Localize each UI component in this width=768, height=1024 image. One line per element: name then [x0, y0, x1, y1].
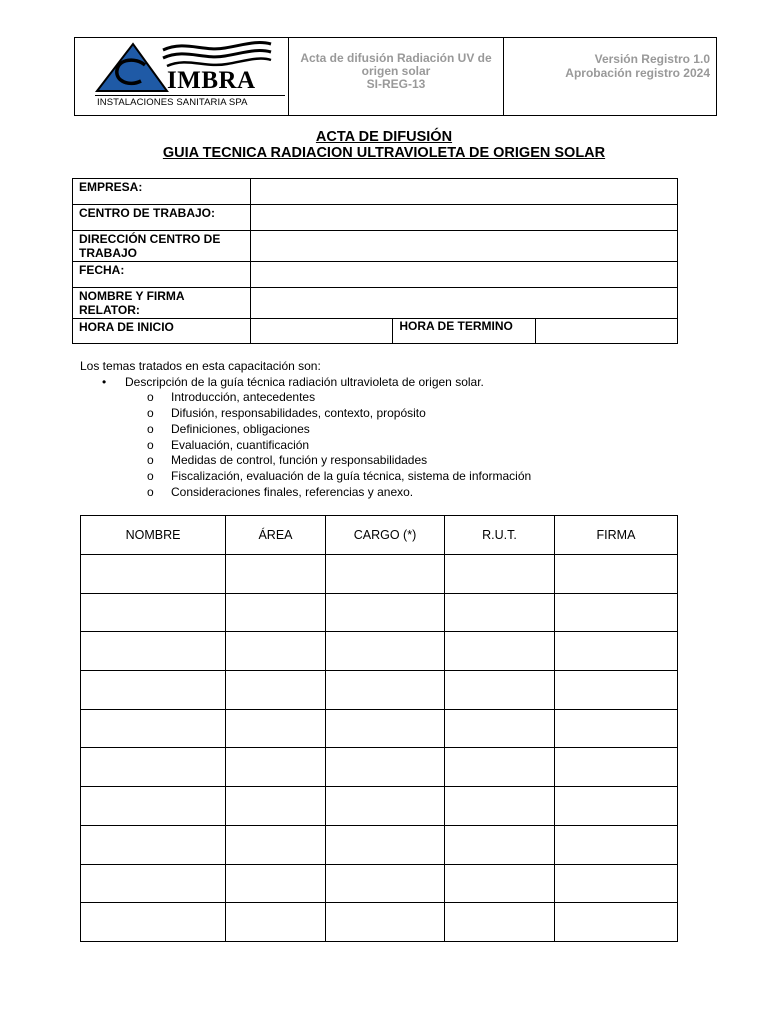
cell-cargo[interactable]: [326, 632, 445, 671]
table-row: [81, 671, 678, 710]
topic-item: o Consideraciones finales, referencias y anexo.: [80, 485, 531, 501]
title-line-1: ACTA DE DIFUSIÓN: [315, 129, 453, 145]
cell-nombre[interactable]: [81, 903, 226, 942]
topic-item: o Definiciones, obligaciones: [80, 422, 531, 438]
topic-item: o Introducción, antecedentes: [80, 390, 531, 406]
table-row: [81, 632, 678, 671]
cell-nombre[interactable]: [81, 748, 226, 787]
cell-firma[interactable]: [555, 903, 678, 942]
topics-bullet: • Descripción de la guía técnica radiación ultravioleta de origen solar.: [80, 375, 531, 391]
cell-area[interactable]: [226, 632, 326, 671]
field-relator[interactable]: [251, 288, 678, 319]
cell-area[interactable]: [226, 787, 326, 826]
cell-nombre[interactable]: [81, 555, 226, 594]
cell-firma[interactable]: [555, 825, 678, 864]
col-rut: R.U.T.: [445, 516, 555, 555]
field-empresa[interactable]: [251, 179, 678, 205]
attendance-table: [80, 515, 678, 942]
col-firma: FIRMA: [555, 516, 678, 555]
cell-area[interactable]: [226, 709, 326, 748]
table-row: [81, 748, 678, 787]
cell-nombre[interactable]: [81, 825, 226, 864]
cell-cargo[interactable]: [326, 593, 445, 632]
logo-divider: [95, 95, 285, 96]
cell-firma[interactable]: [555, 632, 678, 671]
table-row: [81, 903, 678, 942]
cell-rut[interactable]: [445, 787, 555, 826]
label-hora-termino: HORA DE TERMINO: [393, 319, 535, 344]
col-nombre: NOMBRE: [81, 516, 226, 555]
cell-nombre[interactable]: [81, 632, 226, 671]
cell-firma[interactable]: [555, 748, 678, 787]
table-row: [81, 864, 678, 903]
label-fecha: FECHA:: [73, 262, 251, 288]
topic-item: o Evaluación, cuantificación: [80, 438, 531, 454]
topic-item: o Medidas de control, función y responsabilidades: [80, 453, 531, 469]
cell-nombre[interactable]: [81, 671, 226, 710]
cell-firma[interactable]: [555, 864, 678, 903]
field-hora-termino[interactable]: [535, 319, 677, 344]
topics-intro: Los temas tratados en esta capacitación son:: [80, 359, 321, 373]
cell-cargo[interactable]: [326, 671, 445, 710]
cell-area[interactable]: [226, 555, 326, 594]
cell-firma[interactable]: [555, 593, 678, 632]
cell-rut[interactable]: [445, 748, 555, 787]
title-line-2: GUIA TECNICA RADIACION ULTRAVIOLETA DE ORIGEN SOLAR: [162, 145, 606, 161]
cell-rut[interactable]: [445, 632, 555, 671]
field-fecha[interactable]: [251, 262, 678, 288]
header-document-name: [289, 38, 504, 116]
page-title: [0, 129, 768, 161]
header-doc-line-1: Acta de difusión Radiación UV de: [300, 51, 492, 65]
cell-rut[interactable]: [445, 593, 555, 632]
cell-firma[interactable]: [555, 787, 678, 826]
cell-rut[interactable]: [445, 825, 555, 864]
attendance-header-row: [81, 516, 678, 555]
label-empresa: EMPRESA:: [73, 179, 251, 205]
cell-firma[interactable]: [555, 709, 678, 748]
cell-area[interactable]: [226, 903, 326, 942]
header-doc-line-2: origen solar: [361, 64, 431, 78]
cell-area[interactable]: [226, 671, 326, 710]
field-direccion[interactable]: [251, 231, 678, 262]
cell-nombre[interactable]: [81, 787, 226, 826]
col-area: ÁREA: [226, 516, 326, 555]
cell-rut[interactable]: [445, 709, 555, 748]
label-relator: NOMBRE Y FIRMA RELATOR:: [73, 288, 251, 319]
label-centro-trabajo: CENTRO DE TRABAJO:: [73, 205, 251, 231]
logo-cell: [75, 38, 289, 116]
header-doc-code: SI-REG-13: [366, 77, 426, 91]
cell-rut[interactable]: [445, 864, 555, 903]
cell-nombre[interactable]: [81, 864, 226, 903]
col-cargo: CARGO (*): [326, 516, 445, 555]
cell-cargo[interactable]: [326, 864, 445, 903]
field-hora-inicio[interactable]: [251, 319, 393, 344]
cell-area[interactable]: [226, 825, 326, 864]
cell-nombre[interactable]: [81, 593, 226, 632]
training-info-table: [72, 178, 678, 344]
cell-cargo[interactable]: [326, 555, 445, 594]
header-version: Versión Registro 1.0: [594, 52, 710, 66]
header-version-info: [504, 38, 717, 116]
table-row: [81, 825, 678, 864]
logo-subtitle: INSTALACIONES SANITARIA SPA: [97, 97, 248, 108]
cell-cargo[interactable]: [326, 748, 445, 787]
cell-cargo[interactable]: [326, 903, 445, 942]
cell-nombre[interactable]: [81, 709, 226, 748]
document-header: [74, 37, 717, 116]
cell-area[interactable]: [226, 593, 326, 632]
table-row: [81, 555, 678, 594]
label-direccion: DIRECCIÓN CENTRO DE TRABAJO: [73, 231, 251, 262]
table-row: [81, 709, 678, 748]
cell-firma[interactable]: [555, 555, 678, 594]
cell-area[interactable]: [226, 748, 326, 787]
cell-rut[interactable]: [445, 671, 555, 710]
header-approval: Aprobación registro 2024: [565, 66, 710, 80]
cell-cargo[interactable]: [326, 709, 445, 748]
label-hora-inicio: HORA DE INICIO: [73, 319, 251, 344]
topics-section: [80, 359, 531, 500]
cell-rut[interactable]: [445, 555, 555, 594]
logo-wordmark: IMBRA: [167, 67, 256, 94]
field-centro-trabajo[interactable]: [251, 205, 678, 231]
cell-firma[interactable]: [555, 671, 678, 710]
table-row: [81, 593, 678, 632]
topic-item: o Fiscalización, evaluación de la guía técnica, sistema de información: [80, 469, 531, 485]
cell-cargo[interactable]: [326, 787, 445, 826]
cell-rut[interactable]: [445, 903, 555, 942]
company-logo: [75, 38, 288, 115]
topic-item: o Difusión, responsabilidades, contexto, propósito: [80, 406, 531, 422]
cell-cargo[interactable]: [326, 825, 445, 864]
cell-area[interactable]: [226, 864, 326, 903]
table-row: [81, 787, 678, 826]
